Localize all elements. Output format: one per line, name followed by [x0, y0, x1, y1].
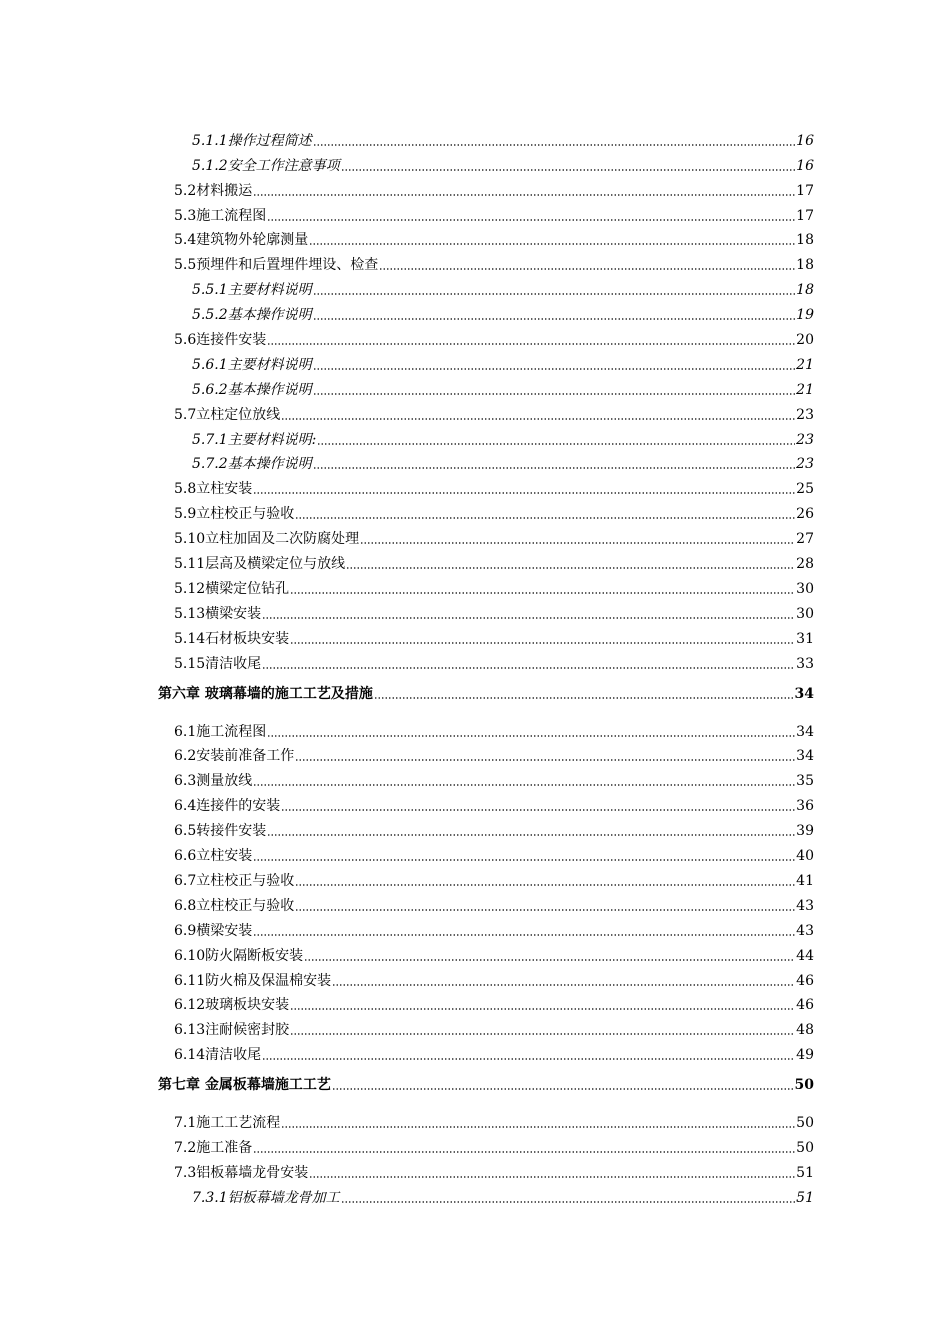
toc-section-entry[interactable]	[158, 598, 814, 623]
toc-section-entry[interactable]	[158, 990, 814, 1015]
toc-page-number: 50	[794, 1077, 814, 1094]
toc-dot-leader	[313, 144, 796, 146]
toc-subsection-entry[interactable]	[158, 125, 814, 150]
toc-page-number: 16	[796, 132, 814, 149]
toc-dot-leader	[346, 567, 795, 569]
toc-section-entry[interactable]	[158, 548, 814, 573]
toc-section-entry[interactable]	[158, 1014, 814, 1039]
toc-entry-title: 5.7立柱定位放线	[174, 406, 281, 423]
toc-page-number: 33	[796, 655, 814, 672]
toc-dot-leader	[281, 809, 795, 811]
toc-entry-title: 5.2材料搬运	[174, 182, 253, 199]
toc-section-entry[interactable]	[158, 1157, 814, 1182]
toc-page-number: 19	[796, 307, 814, 324]
toc-entry-title: 5.4建筑物外轮廓测量	[174, 232, 309, 249]
toc-subsection-entry[interactable]	[158, 449, 814, 474]
toc-dot-leader	[253, 1151, 795, 1153]
toc-page-number: 18	[796, 232, 814, 249]
toc-dot-leader	[313, 393, 796, 395]
toc-dot-leader	[332, 984, 795, 986]
toc-page-number: 51	[796, 1164, 814, 1181]
toc-entry-title: 6.13注耐候密封胶	[174, 1022, 290, 1039]
toc-entry-title: 7.2施工准备	[174, 1140, 253, 1157]
toc-dot-leader	[253, 194, 795, 196]
toc-section-entry[interactable]	[158, 200, 814, 225]
toc-entry-title: 5.7.1主要材料说明:	[192, 431, 317, 448]
toc-page-number: 40	[796, 848, 814, 865]
toc-entry-title: 5.5.1主要材料说明	[192, 282, 312, 299]
toc-section-entry[interactable]	[158, 940, 814, 965]
toc-entry-title: 6.10防火隔断板安装	[174, 947, 304, 964]
toc-dot-leader	[262, 617, 795, 619]
toc-chapter-entry[interactable]	[158, 1064, 814, 1098]
toc-dot-leader	[360, 542, 795, 544]
toc-entry-title: 第六章 玻璃幕墙的施工工艺及措施	[158, 685, 373, 702]
toc-subsection-entry[interactable]	[158, 274, 814, 299]
toc-page-number: 23	[796, 431, 814, 448]
toc-entry-title: 第七章 金属板幕墙施工工艺	[158, 1077, 331, 1094]
toc-entry-title: 5.9立柱校正与验收	[174, 506, 295, 523]
toc-dot-leader	[290, 592, 795, 594]
toc-subsection-entry[interactable]	[158, 374, 814, 399]
toc-page-number: 21	[796, 356, 814, 373]
toc-subsection-entry[interactable]	[158, 299, 814, 324]
toc-dot-leader	[281, 1126, 795, 1128]
toc-entry-title: 5.6连接件安装	[174, 332, 267, 349]
toc-dot-leader	[317, 443, 795, 445]
toc-section-entry[interactable]	[158, 1098, 814, 1132]
toc-entry-title: 5.3施工流程图	[174, 207, 267, 224]
toc-section-entry[interactable]	[158, 324, 814, 349]
toc-page-number: 23	[796, 456, 814, 473]
toc-subsection-entry[interactable]	[158, 1182, 814, 1207]
toc-entry-title: 7.3.1铝板幕墙龙骨加工	[192, 1189, 340, 1206]
toc-page-number: 31	[796, 630, 814, 647]
toc-dot-leader	[267, 219, 795, 221]
toc-page-number: 44	[796, 947, 814, 964]
toc-page-number: 26	[796, 506, 814, 523]
toc-dot-leader	[267, 343, 795, 345]
toc-dot-leader	[295, 517, 795, 519]
toc-page-number: 43	[796, 897, 814, 914]
toc-entry-title: 6.11防火棉及保温棉安装	[174, 972, 332, 989]
toc-page-number: 39	[796, 823, 814, 840]
toc-section-entry[interactable]	[158, 399, 814, 424]
toc-page-number: 17	[796, 207, 814, 224]
toc-page-number: 36	[796, 798, 814, 815]
toc-section-entry[interactable]	[158, 1039, 814, 1064]
toc-section-entry[interactable]	[158, 890, 814, 915]
toc-page-number: 30	[796, 580, 814, 597]
toc-page-number: 48	[796, 1022, 814, 1039]
toc-entry-title: 6.3测量放线	[174, 773, 253, 790]
toc-page-number: 18	[796, 257, 814, 274]
toc-page-number: 21	[796, 381, 814, 398]
toc-entry-title: 5.14石材板块安装	[174, 630, 290, 647]
toc-section-entry[interactable]	[158, 840, 814, 865]
toc-dot-leader	[295, 759, 795, 761]
toc-chapter-entry[interactable]	[158, 673, 814, 707]
toc-entry-title: 5.12横梁定位钻孔	[174, 580, 290, 597]
toc-dot-leader	[304, 959, 795, 961]
toc-page-number: 16	[796, 157, 814, 174]
toc-page-number: 35	[796, 773, 814, 790]
toc-entry-title: 6.5转接件安装	[174, 823, 267, 840]
toc-entry-title: 6.7立柱校正与验收	[174, 872, 295, 889]
toc-section-entry[interactable]	[158, 865, 814, 890]
toc-dot-leader	[332, 1088, 794, 1090]
toc-page-number: 34	[796, 748, 814, 765]
toc-entry-title: 5.15清洁收尾	[174, 655, 262, 672]
toc-page-number: 20	[796, 332, 814, 349]
toc-page-number: 27	[796, 531, 814, 548]
toc-section-entry[interactable]	[158, 790, 814, 815]
toc-section-entry[interactable]	[158, 707, 814, 741]
toc-dot-leader	[262, 667, 795, 669]
toc-page-number: 51	[796, 1189, 814, 1206]
toc-dot-leader	[313, 467, 796, 469]
toc-page-number: 43	[796, 922, 814, 939]
toc-dot-leader	[295, 909, 795, 911]
toc-section-entry[interactable]	[158, 741, 814, 766]
toc-entry-title: 5.13横梁安装	[174, 605, 262, 622]
toc-section-entry[interactable]	[158, 498, 814, 523]
toc-entry-title: 5.6.2基本操作说明	[192, 381, 312, 398]
toc-entry-title: 5.5.2基本操作说明	[192, 307, 312, 324]
toc-dot-leader	[253, 784, 795, 786]
toc-entry-title: 5.7.2基本操作说明	[192, 456, 312, 473]
toc-dot-leader	[313, 318, 796, 320]
toc-dot-leader	[379, 268, 795, 270]
toc-page-number: 30	[796, 605, 814, 622]
toc-section-entry[interactable]	[158, 915, 814, 940]
toc-section-entry[interactable]	[158, 225, 814, 250]
toc-dot-leader	[309, 1176, 795, 1178]
toc-page-number: 49	[796, 1047, 814, 1064]
toc-dot-leader	[253, 492, 795, 494]
toc-section-entry[interactable]	[158, 1132, 814, 1157]
toc-entry-title: 5.6.1主要材料说明	[192, 356, 312, 373]
toc-entry-title: 6.1施工流程图	[174, 723, 267, 740]
toc-page-number: 41	[796, 872, 814, 889]
toc-entry-title: 6.14清洁收尾	[174, 1047, 262, 1064]
toc-dot-leader	[295, 884, 795, 886]
toc-page-number: 23	[796, 406, 814, 423]
toc-section-entry[interactable]	[158, 523, 814, 548]
toc-entry-title: 6.6立柱安装	[174, 848, 253, 865]
toc-section-entry[interactable]	[158, 249, 814, 274]
toc-subsection-entry[interactable]	[158, 150, 814, 175]
toc-entry-title: 5.1.2安全工作注意事项	[192, 157, 340, 174]
toc-entry-title: 6.12玻璃板块安装	[174, 997, 290, 1014]
toc-section-entry[interactable]	[158, 473, 814, 498]
toc-dot-leader	[290, 1033, 795, 1035]
toc-entry-title: 5.8立柱安装	[174, 481, 253, 498]
toc-subsection-entry[interactable]	[158, 349, 814, 374]
toc-dot-leader	[267, 735, 795, 737]
toc-section-entry[interactable]	[158, 765, 814, 790]
toc-entry-title: 5.11层高及横梁定位与放线	[174, 556, 346, 573]
toc-entry-title: 6.4连接件的安装	[174, 798, 281, 815]
toc-section-entry[interactable]	[158, 175, 814, 200]
toc-dot-leader	[290, 1008, 795, 1010]
toc-page-number: 50	[796, 1115, 814, 1132]
toc-dot-leader	[281, 418, 795, 420]
toc-subsection-entry[interactable]	[158, 424, 814, 449]
toc-entry-title: 7.3铝板幕墙龙骨安装	[174, 1164, 309, 1181]
toc-page-number: 18	[796, 282, 814, 299]
toc-dot-leader	[253, 859, 795, 861]
toc-entry-title: 6.2安装前准备工作	[174, 748, 295, 765]
toc-dot-leader	[313, 368, 796, 370]
toc-entry-title: 5.10立柱加固及二次防腐处理	[174, 531, 360, 548]
toc-entry-title: 5.5预埋件和后置埋件埋设、检查	[174, 257, 379, 274]
toc-dot-leader	[313, 293, 796, 295]
toc-entry-title: 7.1施工工艺流程	[174, 1115, 281, 1132]
toc-page-number: 25	[796, 481, 814, 498]
toc-section-entry[interactable]	[158, 965, 814, 990]
toc-dot-leader	[253, 934, 795, 936]
toc-dot-leader	[341, 1201, 796, 1203]
toc-entry-title: 6.8立柱校正与验收	[174, 897, 295, 914]
toc-section-entry[interactable]	[158, 648, 814, 673]
toc-section-entry[interactable]	[158, 573, 814, 598]
toc-dot-leader	[290, 642, 795, 644]
toc-dot-leader	[309, 243, 795, 245]
toc-section-entry[interactable]	[158, 815, 814, 840]
toc-dot-leader	[374, 697, 794, 699]
toc-page-number: 28	[796, 556, 814, 573]
toc-page-number: 46	[796, 972, 814, 989]
table-of-contents	[158, 125, 814, 1207]
toc-page-number: 34	[796, 723, 814, 740]
toc-entry-title: 5.1.1操作过程简述	[192, 132, 312, 149]
toc-page-number: 50	[796, 1140, 814, 1157]
toc-entry-title: 6.9横梁安装	[174, 922, 253, 939]
toc-page-number: 46	[796, 997, 814, 1014]
toc-dot-leader	[262, 1058, 795, 1060]
toc-section-entry[interactable]	[158, 623, 814, 648]
toc-dot-leader	[341, 169, 796, 171]
toc-dot-leader	[267, 834, 795, 836]
toc-page-number: 17	[796, 182, 814, 199]
toc-page-number: 34	[794, 685, 814, 702]
